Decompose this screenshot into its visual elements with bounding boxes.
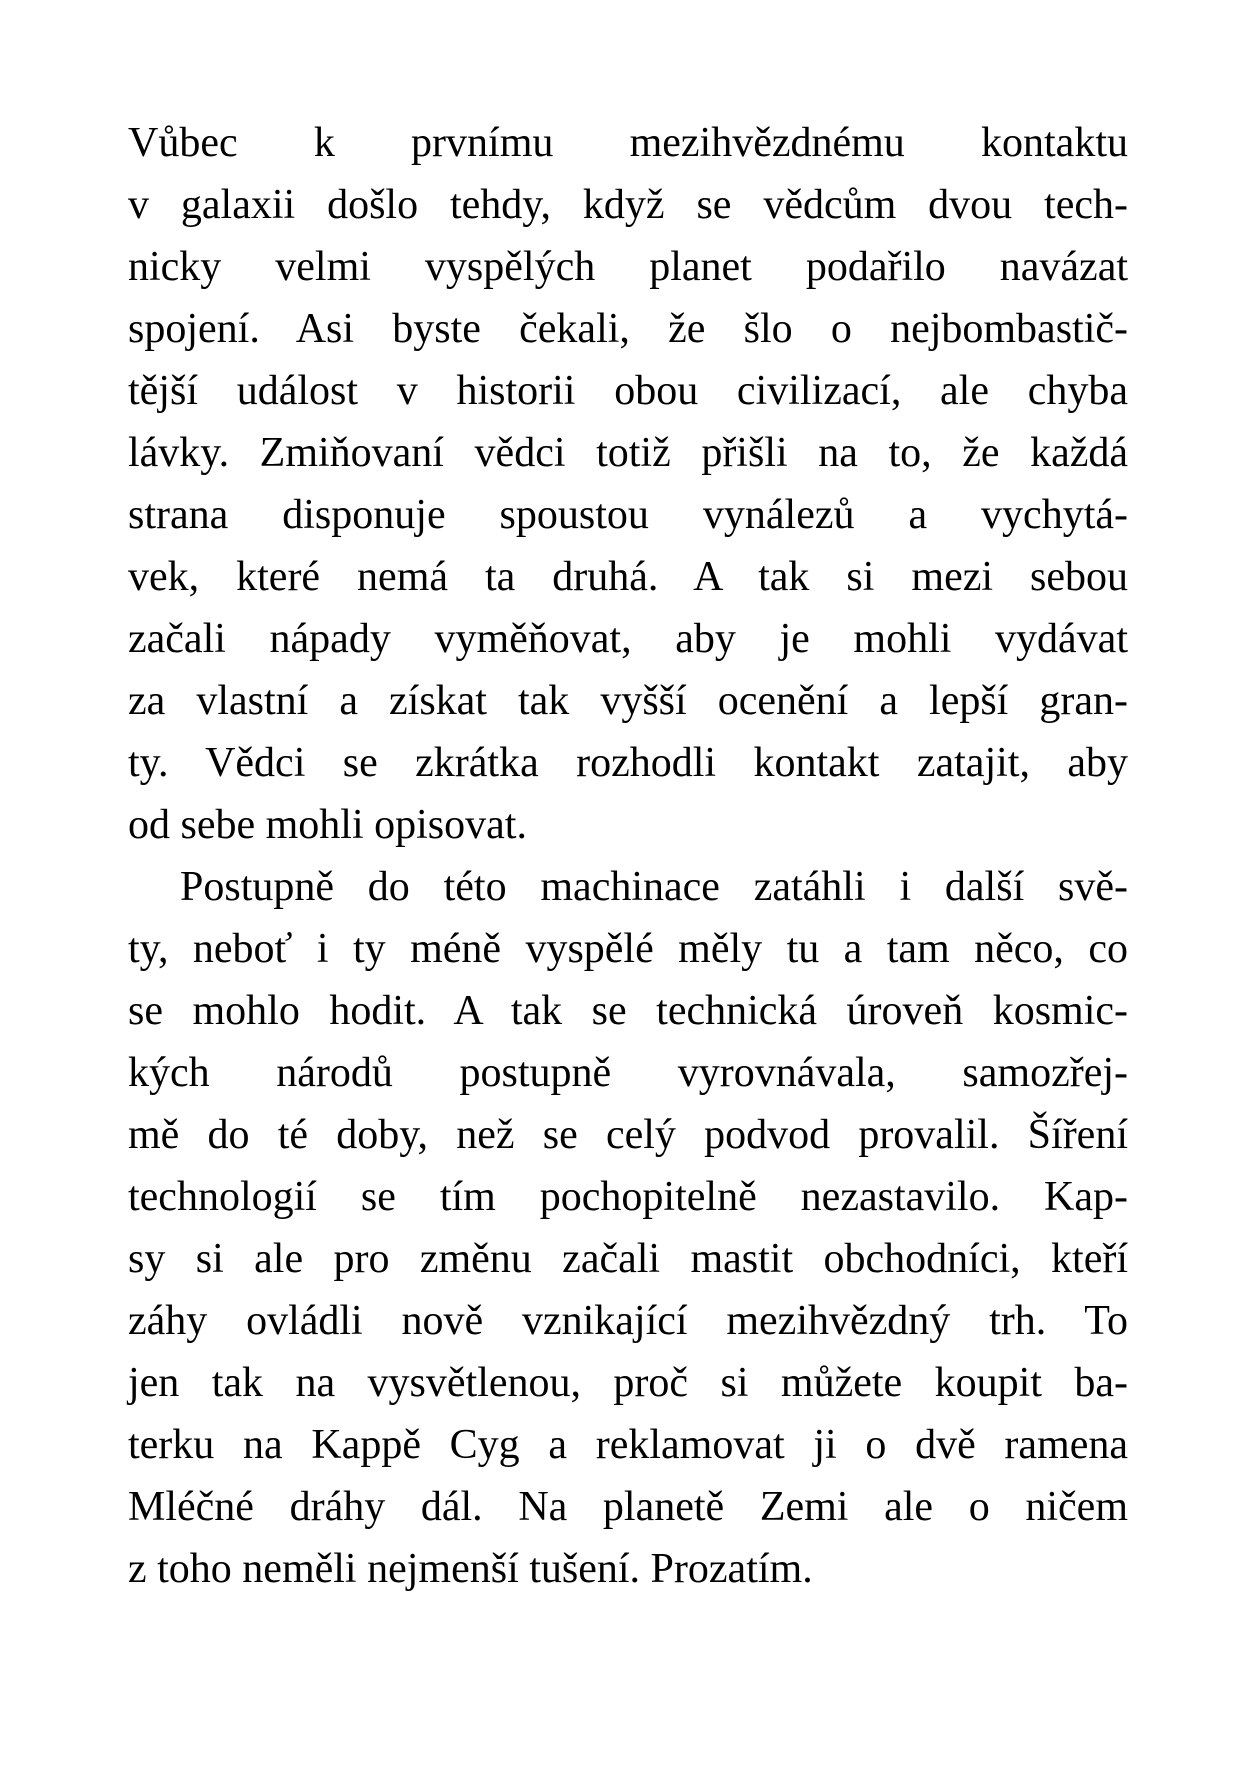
text-line: začali nápady vyměňovat, aby je mohli vydávat [128,616,1128,662]
text-line: nicky velmi vyspělých planet podařilo navázat [128,244,1128,290]
text-line: Postupně do této machinace zatáhli i další svě- [180,864,1128,910]
text-line: lávky. Zmiňovaní vědci totiž přišli na to, že každá [128,430,1128,476]
paragraph [128,856,1128,1600]
text-line: sy si ale pro změnu začali mastit obchodníci, kteří [128,1236,1128,1282]
text-line: ty. Vědci se zkrátka rozhodli kontakt zatajit, aby [128,740,1128,786]
text-line: za vlastní a získat tak vyšší ocenění a lepší gran- [128,678,1128,724]
text-line: záhy ovládli nově vznikající mezihvězdný trh. To [128,1298,1128,1344]
text-line: tější událost v historii obou civilizací, ale chyba [128,368,1128,414]
text-line: mě do té doby, než se celý podvod provalil. Šíření [128,1112,1128,1158]
text-line: ty, neboť i ty méně vyspělé měly tu a tam něco, co [128,926,1128,972]
text-line: z toho neměli nejmenší tušení. Prozatím. [128,1546,813,1592]
text-line: terku na Kappě Cyg a reklamovat ji o dvě ramena [128,1422,1128,1468]
text-line: Vůbec k prvnímu mezihvězdnému kontaktu [128,120,1128,166]
text-line: kých národů postupně vyrovnávala, samozřej- [128,1050,1128,1096]
text-line: spojení. Asi byste čekali, že šlo o nejbombastič- [128,306,1128,352]
paragraph [128,112,1128,856]
text-line: Mléčné dráhy dál. Na planetě Zemi ale o ničem [128,1484,1128,1530]
text-line: v galaxii došlo tehdy, když se vědcům dvou tech- [128,182,1128,228]
text-line: se mohlo hodit. A tak se technická úroveň kosmic- [128,988,1128,1034]
text-line: technologií se tím pochopitelně nezastavilo. Kap- [128,1174,1128,1220]
text-line: vek, které nemá ta druhá. A tak si mezi sebou [128,554,1128,600]
text-line: od sebe mohli opisovat. [128,802,527,848]
text-line: strana disponuje spoustou vynálezů a vychytá- [128,492,1128,538]
text-line: jen tak na vysvětlenou, proč si můžete koupit ba- [128,1360,1128,1406]
text-column [128,112,1128,1600]
